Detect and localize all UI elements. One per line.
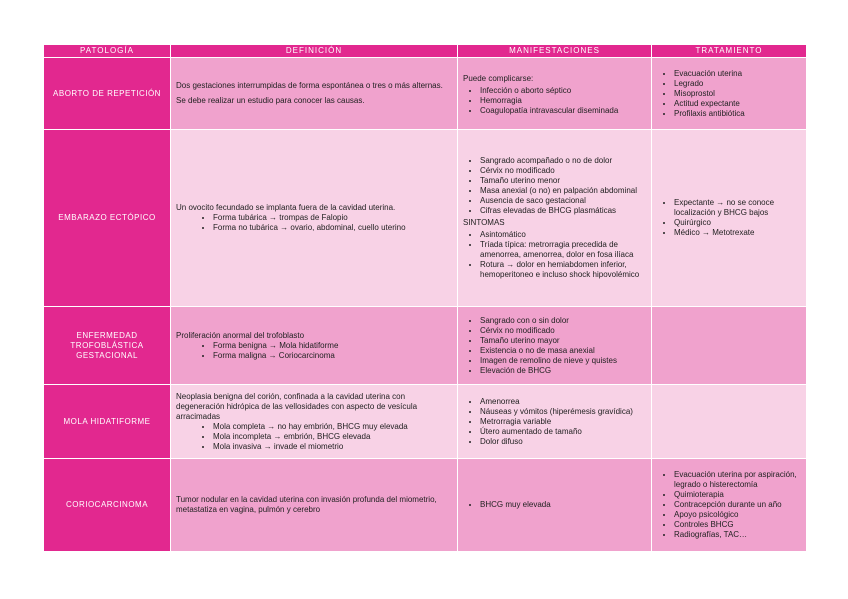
list-item: • Cérvix no modificado	[480, 166, 646, 176]
list-item: • Útero aumentado de tamaño	[480, 427, 646, 437]
definition-text: Tumor nodular en la cavidad uterina con invasión profunda del miometrio, metastatiza en vagina, pulmón y cerebro	[176, 495, 437, 514]
list-item: • Imagen de remolino de nieve y quistes	[480, 356, 646, 366]
table-row	[44, 130, 807, 307]
table-row	[44, 385, 807, 459]
definition-text: Dos gestaciones interrumpidas de forma espontánea o tres o más alternas.	[176, 81, 443, 90]
row-name: MOLA HIDATIFORME	[44, 385, 171, 459]
list-item: • BHCG muy elevada	[480, 500, 646, 510]
list-item: • Evacuación uterina	[674, 69, 801, 79]
manifestations-list	[463, 86, 646, 116]
definition-cell	[171, 307, 458, 385]
treatment-cell	[652, 385, 807, 459]
manifestations-cell	[458, 58, 652, 130]
manifestations-list	[463, 397, 646, 447]
list-item: • Hemorragia	[480, 96, 646, 106]
list-item: • Evacuación uterina por aspiración, legrado o histerectomía	[674, 470, 801, 490]
header-tratamiento: TRATAMIENTO	[652, 45, 807, 58]
list-item: • Cifras elevadas de BHCG plasmáticas	[480, 206, 646, 216]
treatment-cell	[652, 459, 807, 552]
list-item: • Mola incompleta → embrión, BHCG elevada	[213, 432, 452, 442]
list-item: • Amenorrea	[480, 397, 646, 407]
list-item: • Actitud expectante	[674, 99, 801, 109]
symptoms-list	[463, 230, 646, 280]
treatment-cell	[652, 130, 807, 307]
list-item: • Expectante → no se conoce localización y BHCG bajos	[674, 198, 801, 218]
list-item: • Sangrado acompañado o no de dolor	[480, 156, 646, 166]
list-item: • Rotura → dolor en hemiabdomen inferior, hemoperitoneo e incluso shock hipovolémico	[480, 260, 646, 280]
list-item: • Tríada típica: metrorragia precedida de amenorrea, amenorrea, dolor en fosa ilíaca	[480, 240, 646, 260]
list-item: • Mola completa → no hay embrión, BHCG muy elevada	[213, 422, 452, 432]
manifestations-list	[463, 316, 646, 376]
definition-cell	[171, 459, 458, 552]
header-patologia: PATOLOGÍA	[44, 45, 171, 58]
manifestations-list	[463, 156, 646, 216]
row-name: ENFERMEDAD TROFOBLÁSTICA GESTACIONAL	[44, 307, 171, 385]
list-item: • Forma maligna → Coriocarcinoma	[213, 351, 452, 361]
header-row	[44, 45, 807, 58]
manifestations-cell	[458, 307, 652, 385]
definition-list	[176, 422, 452, 452]
list-item: • Infección o aborto séptico	[480, 86, 646, 96]
list-item: • Existencia o no de masa anexial	[480, 346, 646, 356]
definition-list	[176, 341, 452, 361]
definition-text: Se debe realizar un estudio para conocer las causas.	[176, 96, 365, 105]
list-item: • Náuseas y vómitos (hiperémesis gravídica)	[480, 407, 646, 417]
list-item: • Forma no tubárica → ovario, abdominal, cuello uterino	[213, 223, 452, 233]
treatment-list	[657, 198, 801, 238]
header-manifestaciones: MANIFESTACIONES	[458, 45, 652, 58]
list-item: • Asintomático	[480, 230, 646, 240]
definition-text: Un ovocito fecundado se implanta fuera de la cavidad uterina.	[176, 203, 396, 212]
list-item: • Controles BHCG	[674, 520, 801, 530]
list-item: • Quimioterapia	[674, 490, 801, 500]
row-name: EMBARAZO ECTÓPICO	[44, 130, 171, 307]
list-item: • Quirúrgico	[674, 218, 801, 228]
list-item: • Elevación de BHCG	[480, 366, 646, 376]
symptoms-subtitle: SINTOMAS	[463, 218, 505, 227]
list-item: • Metrorragia variable	[480, 417, 646, 427]
list-item: • Legrado	[674, 79, 801, 89]
treatment-cell	[652, 58, 807, 130]
treatment-cell	[652, 307, 807, 385]
definition-cell	[171, 385, 458, 459]
definition-text: Neoplasia benigna del corión, confinada a la cavidad uterina con degeneración hidrópica de las vellosidades con aspecto de vesícula arracimadas	[176, 391, 418, 421]
manifestations-list	[463, 500, 646, 510]
manifestations-cell	[458, 459, 652, 552]
treatment-list	[657, 470, 801, 540]
list-item: • Misoprostol	[674, 89, 801, 99]
list-item: • Forma tubárica → trompas de Falopio	[213, 213, 452, 223]
list-item: • Tamaño uterino mayor	[480, 336, 646, 346]
list-item: • Cérvix no modificado	[480, 326, 646, 336]
row-name: CORIOCARCINOMA	[44, 459, 171, 552]
list-item: • Apoyo psicológico	[674, 510, 801, 520]
treatment-list	[657, 69, 801, 119]
row-name: ABORTO DE REPETICIÓN	[44, 58, 171, 130]
list-item: • Mola invasiva → invade el miometrio	[213, 442, 452, 452]
table-row	[44, 459, 807, 552]
definition-text: Proliferación anormal del trofoblasto	[176, 330, 305, 340]
list-item: • Profilaxis antibiótica	[674, 109, 801, 119]
list-item: • Contracepción durante un año	[674, 500, 801, 510]
list-item: • Dolor difuso	[480, 437, 646, 447]
definition-cell	[171, 130, 458, 307]
list-item: • Radiografías, TAC…	[674, 530, 801, 540]
manifestations-intro: Puede complicarse:	[463, 73, 534, 83]
list-item: • Ausencia de saco gestacional	[480, 196, 646, 206]
list-item: • Coagulopatía intravascular diseminada	[480, 106, 646, 116]
manifestations-cell	[458, 385, 652, 459]
definition-list	[176, 213, 452, 233]
header-definicion: DEFINICIÓN	[171, 45, 458, 58]
manifestations-cell	[458, 130, 652, 307]
pathology-table	[43, 44, 807, 552]
definition-cell	[171, 58, 458, 130]
list-item: • Tamaño uterino menor	[480, 176, 646, 186]
table-row	[44, 58, 807, 130]
list-item: • Sangrado con o sin dolor	[480, 316, 646, 326]
list-item: • Forma benigna → Mola hidatiforme	[213, 341, 452, 351]
table-row	[44, 307, 807, 385]
list-item: • Masa anexial (o no) en palpación abdominal	[480, 186, 646, 196]
list-item: • Médico → Metotrexate	[674, 228, 801, 238]
